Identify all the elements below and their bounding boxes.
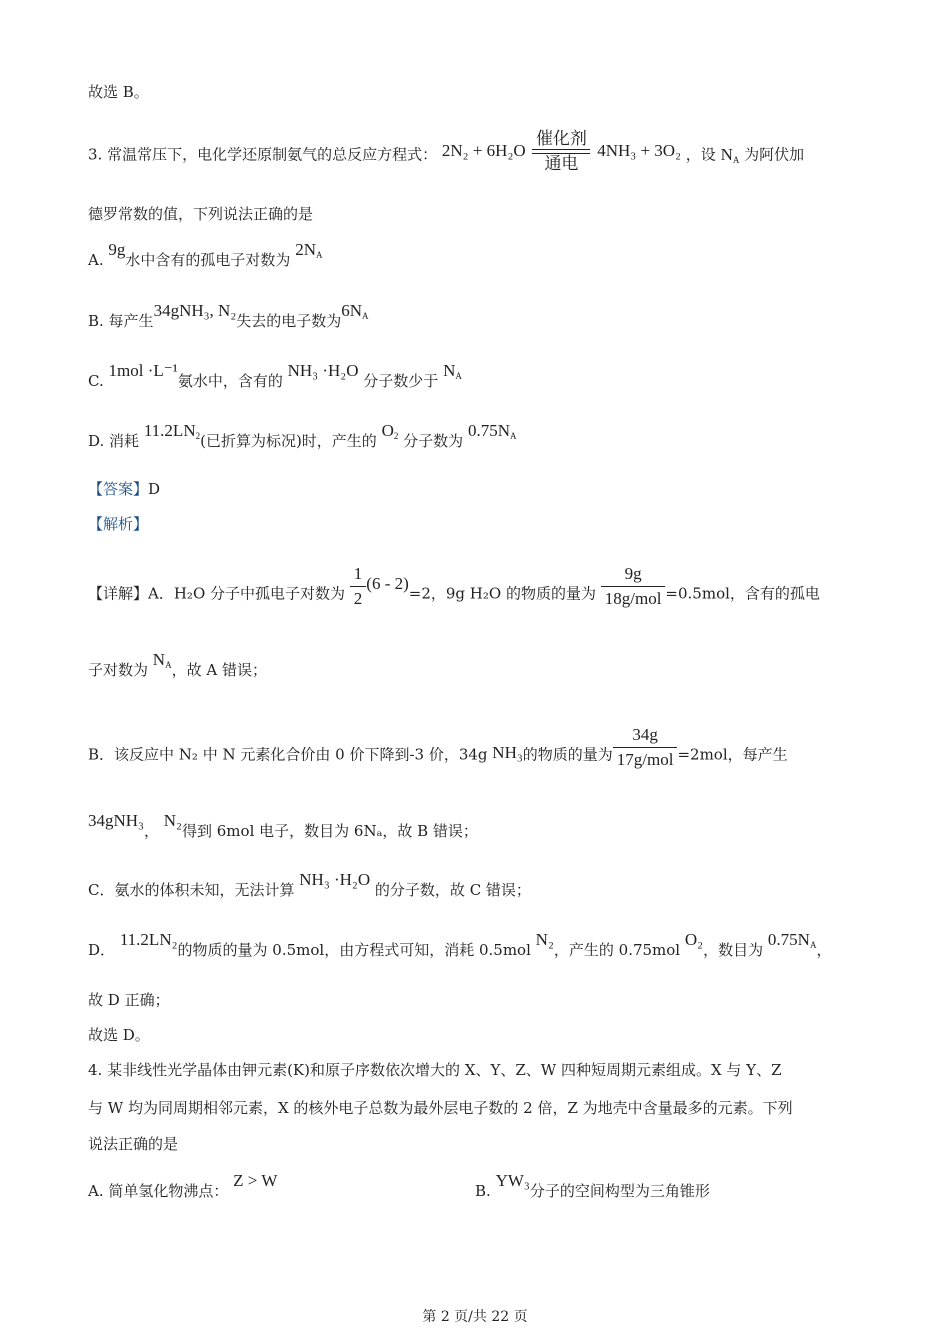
q3-option-c: C. 1mol ·L⁻¹氨水中，含有的 NH₃ ·H₂O 分子数少于 $N_A$	[88, 361, 462, 390]
q4-option-a: A. 简单氢化物沸点： Z > W	[88, 1171, 278, 1200]
analysis-heading: 【解析】	[88, 515, 149, 533]
detail-a-line2: 子对数为 $N_A$，故 A 错误；	[88, 650, 267, 679]
q3-option-b: B. 每产生34gNH₃, N₂失去的电子数为$6N_A$	[88, 301, 369, 330]
q3-option-d: D. 消耗 $11.2LN_2$(已折算为标况)时，产生的 $O_2$ 分子数为 $0.75N_A$	[88, 421, 517, 450]
q4-stem-line2: 与 W 均为同周期相邻元素，X 的核外电子总数为最外层电子数的 2 倍，Z 为地壳中含量最多的元素。下列	[88, 1099, 793, 1117]
detail-d-line2: 故 D 正确；	[88, 991, 170, 1009]
detail-a: 【详解】A．H₂O 分子中孤电子对数为 $\frac{1}{2}$ (6 - 2)=2，9g H₂O 的物质的量为 $\frac{9g}{\text{18g/mol}}$ =0.5mol，含有的孤电	[88, 564, 820, 608]
answer: 【答案】D	[88, 480, 161, 498]
detail-d: D． 11.2LN₂的物质的量为 0.5mol，由方程式可知，消耗 0.5mol N₂，产生的 0.75mol O₂，数目为 $0.75N_A$，	[88, 930, 832, 959]
q4-options-row	[88, 1171, 890, 1201]
detail-b-line2: 34gNH₃， N₂得到 6mol 电子，数目为 6Nₐ，故 B 错误；	[88, 811, 478, 840]
page-footer: 第 2 页/共 22 页	[422, 1309, 528, 1325]
fraction-ammonia-moles: $\frac{34g}{\text{17g/mol}}$	[613, 725, 678, 770]
prev-conclusion: 故选 B。	[88, 83, 149, 101]
q3-option-a: A. 9g水中含有的孤电子对数为 $2N_A$	[88, 240, 323, 269]
q3-equation-right: 4NH₃ + 3O₂	[597, 140, 681, 160]
detail-b: B．该反应中 N₂ 中 N 元素化合价由 0 价下降到-3 价，34g NH₃的物质的量为 $\frac{34g}{\text{17g/mol}}$ =2mol，每产生	[88, 725, 788, 769]
q3-na-symbol: $N_A$	[720, 144, 740, 165]
fraction-water-moles: $\frac{9g}{\text{18g/mol}}$	[601, 564, 666, 609]
q3-reaction-arrow: 催化剂 通电	[532, 130, 590, 173]
q3-stem: 3. 常温常压下，电化学还原制氨气的总反应方程式： 2N₂ + 6H₂O 催化剂 通电 4NH₃ + 3O₂ ，设 $N_A$ 为阿伏加	[88, 134, 890, 174]
q4-stem-line1: 4. 某非线性光学晶体由钾元素(K)和原子序数依次增大的 X、Y、Z、W 四种短周期元素组成。X 与 Y、Z	[88, 1061, 782, 1079]
q4-stem-line3: 说法正确的是	[88, 1135, 179, 1153]
fraction-half: $\frac{1}{2}$	[350, 564, 367, 609]
q3-equation-left: 2N₂ + 6H₂O	[441, 140, 526, 160]
conclusion: 故选 D。	[88, 1026, 150, 1044]
detail-c: C．氨水的体积未知，无法计算 NH₃ ·H₂O 的分子数，故 C 错误；	[88, 870, 531, 899]
q4-option-b: B. YW₃分子的空间构型为三角锥形	[475, 1171, 710, 1200]
q3-stem-line2: 德罗常数的值，下列说法正确的是	[88, 205, 314, 223]
